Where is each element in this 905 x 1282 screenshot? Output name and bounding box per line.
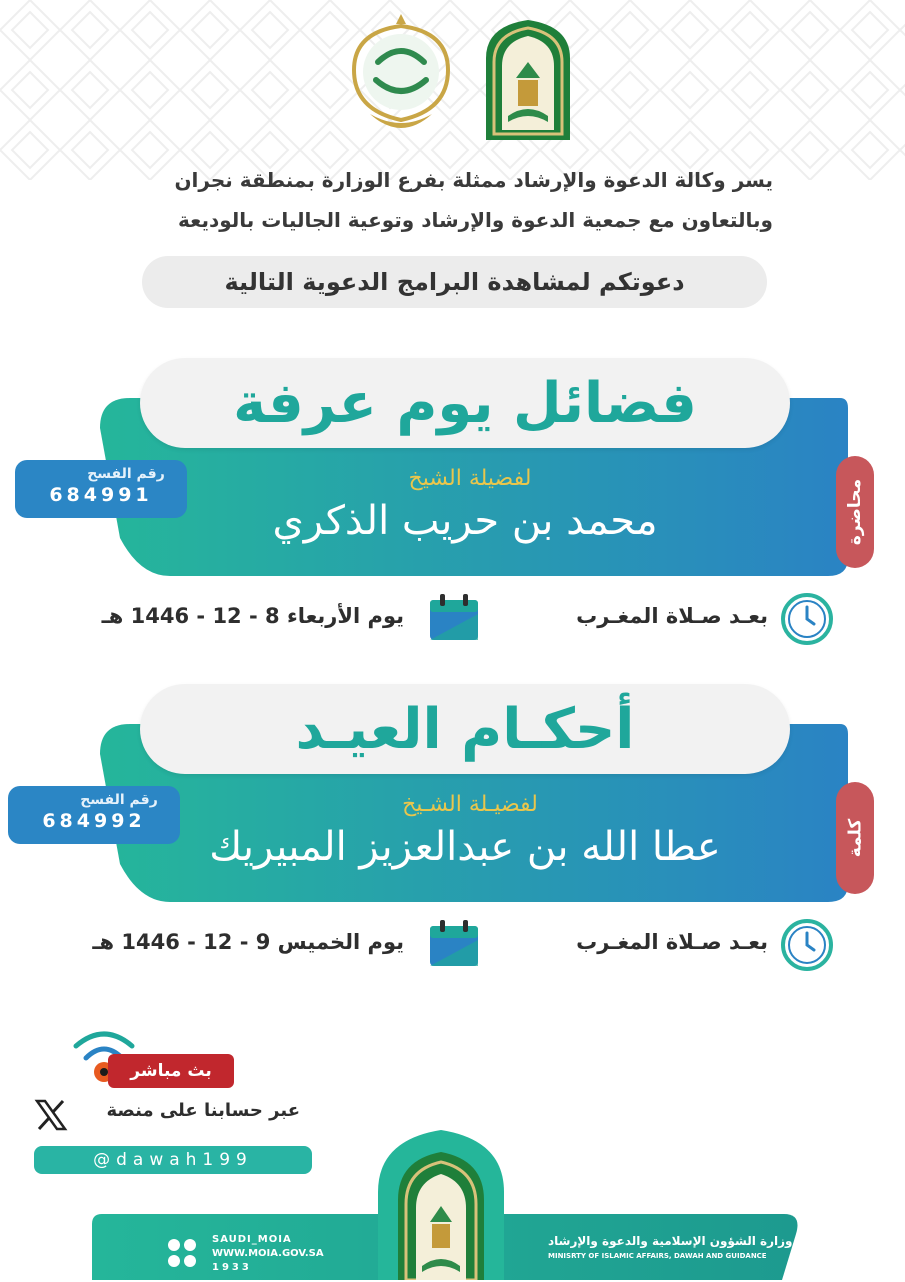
ministry-name-ar: وزارة الشؤون الإسلامية والدعوة والإرشاد	[548, 1234, 793, 1248]
program-type: محاضرة	[845, 478, 866, 546]
footer-ministry-logo	[378, 1130, 504, 1280]
social-icons-cluster	[166, 1236, 206, 1278]
program-banner-1	[100, 358, 848, 544]
calendar-icon	[426, 918, 482, 970]
permit-label: رقم الفسح	[80, 792, 158, 808]
permit-code-box	[15, 460, 187, 518]
time-text: بعـد صـلاة المغـرب	[576, 604, 768, 628]
ministry-logo	[478, 18, 578, 140]
ministry-name-en: MINISRTY OF ISLAMIC AFFAIRS, DAWAH AND GUIDANCE	[548, 1252, 767, 1260]
invitation-text: دعوتكم لمشاهدة البرامج الدعوية التالية	[224, 268, 685, 296]
time-text: بعـد صـلاة المغـرب	[576, 930, 768, 954]
program-type-tag	[836, 782, 874, 894]
date-text: يوم الخميس 9 - 12 - 1446 هـ	[92, 930, 404, 954]
phone-number: 1933	[212, 1262, 252, 1273]
x-handle-text: @dawah199	[93, 1150, 253, 1170]
live-tag-text: بث مباشر	[130, 1061, 212, 1081]
dawah-association-logo	[340, 10, 462, 142]
program-type: كلمة	[845, 818, 866, 858]
intro-line-1: يسر وكالة الدعوة والإرشاد ممثلة بفرع الوزارة بمنطقة نجران	[174, 168, 773, 192]
program-banner-2	[100, 684, 848, 870]
program-title-box	[140, 684, 790, 774]
live-broadcast-tag	[108, 1054, 234, 1088]
program-title: أحكـام العيـد	[295, 696, 635, 762]
permit-code: 684992	[42, 810, 146, 832]
platform-caption: عبر حسابنا على منصة	[106, 1100, 300, 1121]
permit-code-box	[8, 786, 180, 844]
website: WWW.MOIA.GOV.SA	[212, 1248, 324, 1259]
sheikh-label: لفضيلة الشيخ	[408, 466, 532, 491]
clock-icon	[780, 592, 834, 646]
intro-line-2: وبالتعاون مع جمعية الدعوة والإرشاد وتوعية الجاليات بالوديعة	[178, 208, 773, 232]
date-text: يوم الأربعاء 8 - 12 - 1446 هـ	[101, 604, 404, 628]
program-title-box	[140, 358, 790, 448]
clock-icon	[780, 918, 834, 972]
program-schedule-2	[60, 918, 840, 968]
sheikh-name: عطا الله بن عبدالعزيز المبيريك	[209, 824, 721, 870]
invitation-pill	[142, 256, 767, 308]
program-schedule-1	[60, 592, 840, 642]
social-icons	[166, 1236, 206, 1280]
program-type-tag	[836, 456, 874, 568]
calendar-icon	[426, 592, 482, 644]
permit-code: 684991	[49, 484, 153, 506]
sheikh-name: محمد بن حريب الذكري	[272, 498, 658, 544]
x-handle[interactable]	[34, 1146, 312, 1174]
social-handle: SAUDI_MOIA	[212, 1234, 292, 1245]
permit-label: رقم الفسح	[87, 466, 165, 482]
sheikh-label: لفضيـلة الشـيخ	[402, 792, 538, 817]
program-title: فضائل يوم عرفة	[233, 370, 697, 436]
